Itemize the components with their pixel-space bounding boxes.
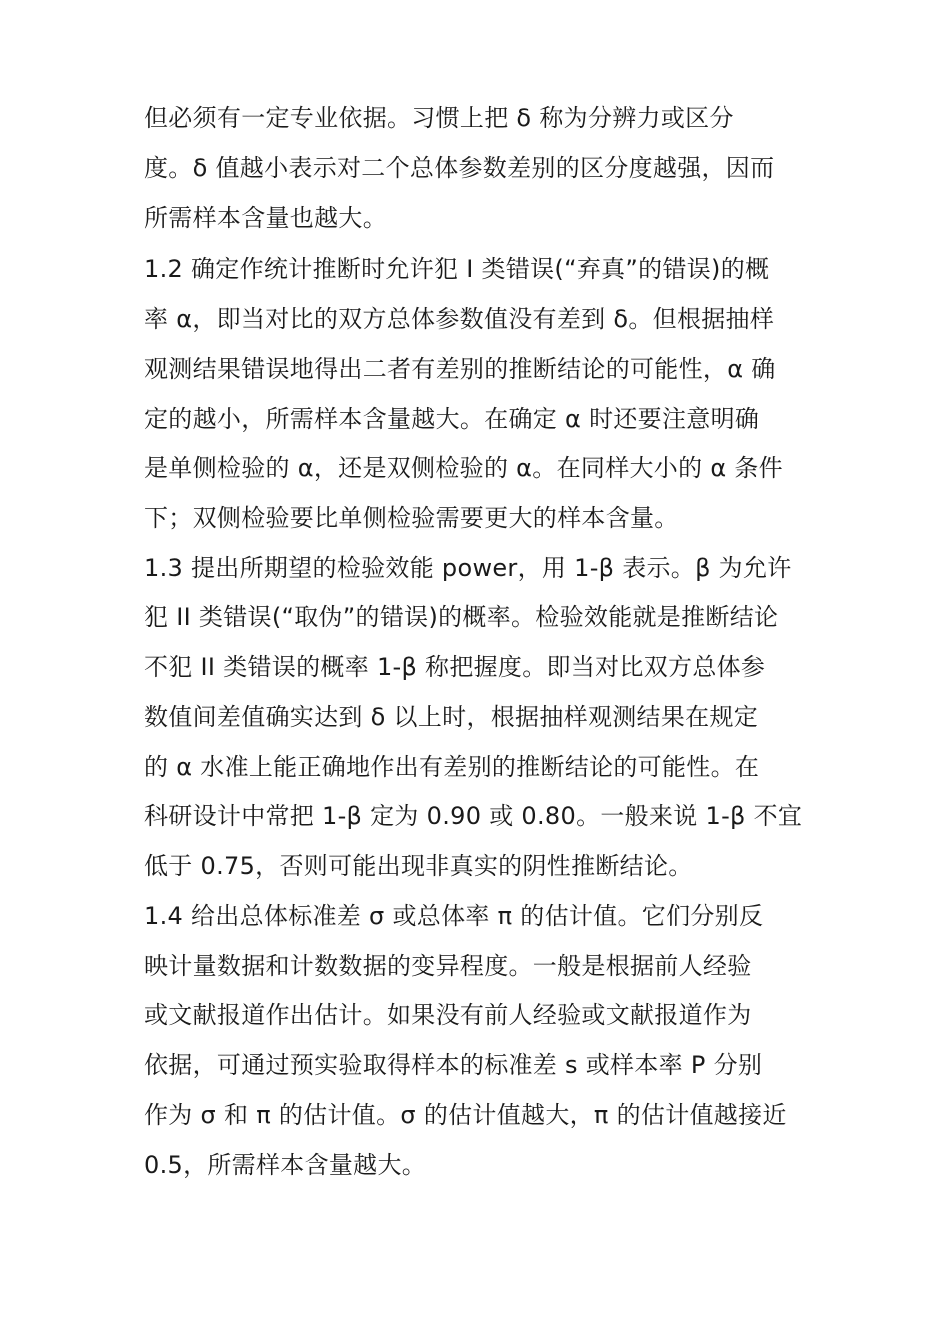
text-line: 观测结果错误地得出二者有差别的推断结论的可能性，α 确 [144, 355, 776, 383]
text-line: 的 α 水准上能正确地作出有差别的推断结论的可能性。在 [144, 753, 760, 781]
text-line: 0.5，所需样本含量越大。 [144, 1151, 427, 1179]
text-line: 低于 0.75，否则可能出现非真实的阴性推断结论。 [144, 852, 693, 880]
text-line: 但必须有一定专业依据。习惯上把 δ 称为分辨力或区分 [144, 104, 734, 132]
text-line: 或文献报道作出估计。如果没有前人经验或文献报道作为 [144, 1001, 752, 1029]
text-line: 下；双侧检验要比单侧检验需要更大的样本含量。 [144, 504, 679, 532]
text-line: 是单侧检验的 α，还是双侧检验的 α。在同样大小的 α 条件 [144, 454, 783, 482]
text-line: 犯 II 类错误(“取伪”的错误)的概率。检验效能就是推断结论 [144, 603, 779, 631]
text-line: 依据，可通过预实验取得样本的标准差 s 或样本率 P 分别 [144, 1051, 763, 1079]
text-line: 科研设计中常把 1-β 定为 0.90 或 0.80。一般来说 1-β 不宜 [144, 802, 803, 830]
text-line: 不犯 II 类错误的概率 1-β 称把握度。即当对比双方总体参 [144, 653, 766, 681]
text-line: 定的越小，所需样本含量越大。在确定 α 时还要注意明确 [144, 405, 760, 433]
section-1-2-heading-line: 1.2 确定作统计推断时允许犯 I 类错误(“弃真”的错误)的概 [144, 255, 770, 283]
text-line: 作为 σ 和 π 的估计值。σ 的估计值越大，π 的估计值越接近 [144, 1101, 787, 1129]
section-1-3-heading-line: 1.3 提出所期望的检验效能 power，用 1-β 表示。β 为允许 [144, 554, 792, 582]
text-line: 度。δ 值越小表示对二个总体参数差别的区分度越强，因而 [144, 154, 775, 182]
section-1-4-heading-line: 1.4 给出总体标准差 σ 或总体率 π 的估计值。它们分别反 [144, 902, 764, 930]
text-line: 映计量数据和计数数据的变异程度。一般是根据前人经验 [144, 952, 752, 980]
text-line: 所需样本含量也越大。 [144, 204, 387, 232]
text-line: 数值间差值确实达到 δ 以上时，根据抽样观测结果在规定 [144, 703, 759, 731]
text-line: 率 α，即当对比的双方总体参数值没有差到 δ。但根据抽样 [144, 305, 775, 333]
